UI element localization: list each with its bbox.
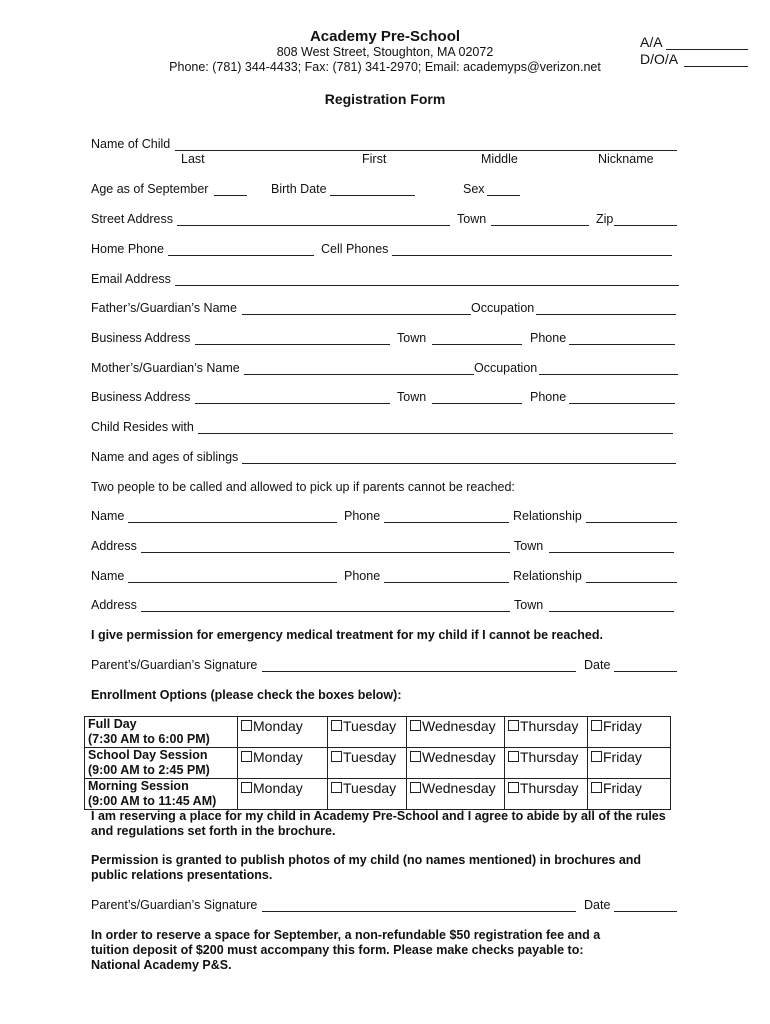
first-name-caption: First [362,152,387,166]
option-label [85,717,238,748]
checkbox-icon [331,782,342,793]
checkbox-morning-tuesday[interactable] [328,779,407,810]
day-label: Thursday [520,718,579,734]
pickup-intro: Two people to be called and allowed to pick up if parents cannot be reached: [91,480,515,494]
middle-name-caption: Middle [481,152,518,166]
school-address: 808 West Street, Stoughton, MA 02072 [276,45,494,59]
mother-occupation-field[interactable] [539,374,678,375]
pickup1-phone-field[interactable] [384,522,509,523]
birth-date-label: Birth Date [271,182,327,196]
pickup1-relationship-field[interactable] [586,522,677,523]
birth-date-field[interactable] [330,195,415,196]
enrollment-row-morning [85,779,671,810]
checkbox-icon [331,720,342,731]
child-name-label: Name of Child [91,137,171,151]
medical-permission: I give permission for emergency medical treatment for my child if I cannot be reached. [91,628,603,642]
checkbox-morning-monday[interactable] [238,779,328,810]
checkbox-full-day-thursday[interactable] [505,717,588,748]
email-field[interactable] [175,285,679,286]
mother-name-label: Mother’s/Guardian’s Name [91,361,240,375]
mother-town-label: Town [397,390,427,404]
pickup2-name-label: Name [91,569,125,583]
day-label: Thursday [520,749,579,765]
aa-label: A/A [640,34,663,50]
town-field[interactable] [491,225,589,226]
mother-occupation-label: Occupation [474,361,538,375]
signature1-label: Parent’s/Guardian’s Signature [91,658,258,672]
school-contact: Phone: (781) 344-4433; Fax: (781) 341-2970; Email: academyps@verizon.net [169,60,601,74]
pickup2-name-field[interactable] [128,582,337,583]
checkbox-morning-thursday[interactable] [505,779,588,810]
signature1-field[interactable] [262,671,576,672]
day-label: Wednesday [422,780,496,796]
checkbox-school-day-tuesday[interactable] [328,748,407,779]
day-label: Friday [603,749,642,765]
pickup2-address-label: Address [91,598,137,612]
child-name-field[interactable] [175,150,677,151]
day-label: Monday [253,718,303,734]
checkbox-icon [241,720,252,731]
pickup1-address-field[interactable] [141,552,510,553]
father-business-field[interactable] [195,344,390,345]
checkbox-icon [508,720,519,731]
mother-phone-field[interactable] [569,403,675,404]
day-label: Monday [253,749,303,765]
checkbox-morning-friday[interactable] [588,779,671,810]
photo-permission: Permission is granted to publish photos of my child (no names mentioned) in brochures and public relations presentations. [91,853,642,882]
cell-phones-label: Cell Phones [321,242,389,256]
enrollment-heading: Enrollment Options (please check the boxes below): [91,688,402,702]
pickup1-name-field[interactable] [128,522,337,523]
zip-field[interactable] [614,225,677,226]
option-name: School Day Session [88,748,208,762]
father-name-label: Father’s/Guardian’s Name [91,301,237,315]
pickup1-address-label: Address [91,539,137,553]
age-field[interactable] [214,195,247,196]
checkbox-icon [410,720,421,731]
checkbox-school-day-wednesday[interactable] [407,748,505,779]
enrollment-row-school-day [85,748,671,779]
pickup2-phone-field[interactable] [384,582,509,583]
pickup2-address-field[interactable] [141,611,510,612]
doa-label: D/O/A [640,51,679,67]
checkbox-full-day-monday[interactable] [238,717,328,748]
signature2-label: Parent’s/Guardian’s Signature [91,898,258,912]
option-label [85,779,238,810]
day-label: Wednesday [422,749,496,765]
fee-statement: In order to reserve a space for September, a non-refundable $50 registration fee and a tuition deposit of $200 must accompany this form. Please make checks payable to: National Academy P&S. [91,928,601,972]
street-address-field[interactable] [177,225,450,226]
sex-field[interactable] [487,195,520,196]
day-label: Tuesday [343,718,397,734]
pickup1-phone-label: Phone [344,509,381,523]
pickup1-relationship-label: Relationship [513,509,582,523]
checkbox-icon [591,751,602,762]
doa-field[interactable] [684,66,748,67]
nickname-caption: Nickname [598,152,654,166]
home-phone-field[interactable] [168,255,314,256]
day-label: Friday [603,718,642,734]
mother-name-field[interactable] [244,374,474,375]
day-label: Thursday [520,780,579,796]
town-label: Town [457,212,487,226]
sex-label: Sex [463,182,485,196]
day-label: Monday [253,780,303,796]
home-phone-label: Home Phone [91,242,164,256]
father-occupation-field[interactable] [536,314,676,315]
pickup1-name-label: Name [91,509,125,523]
date1-field[interactable] [614,671,677,672]
form-title: Registration Form [324,91,446,107]
cell-phones-field[interactable] [392,255,672,256]
siblings-field[interactable] [242,463,676,464]
day-label: Tuesday [343,780,397,796]
father-occupation-label: Occupation [471,301,535,315]
checkbox-icon [591,720,602,731]
mother-business-field[interactable] [195,403,390,404]
checkbox-icon [241,782,252,793]
checkbox-icon [331,751,342,762]
street-address-label: Street Address [91,212,173,226]
pickup2-relationship-field[interactable] [586,582,677,583]
reserve-statement: I am reserving a place for my child in Academy Pre-School and I agree to abide by all of the rules and regulations set forth in the brochure. [91,809,666,838]
date1-label: Date [584,658,611,672]
resides-field[interactable] [198,433,673,434]
checkbox-full-day-tuesday[interactable] [328,717,407,748]
age-label: Age as of September [91,182,209,196]
father-business-label: Business Address [91,331,191,345]
resides-label: Child Resides with [91,420,194,434]
checkbox-icon [508,782,519,793]
checkbox-school-day-friday[interactable] [588,748,671,779]
checkbox-full-day-wednesday[interactable] [407,717,505,748]
last-name-caption: Last [181,152,205,166]
checkbox-icon [241,751,252,762]
checkbox-icon [410,751,421,762]
school-name: Academy Pre-School [309,28,461,45]
pickup2-relationship-label: Relationship [513,569,582,583]
father-phone-label: Phone [530,331,567,345]
checkbox-icon [591,782,602,793]
mother-town-field[interactable] [432,403,522,404]
date2-field[interactable] [614,911,677,912]
pickup2-town-label: Town [514,598,544,612]
pickup2-town-field[interactable] [549,611,674,612]
checkbox-morning-wednesday[interactable] [407,779,505,810]
mother-phone-label: Phone [530,390,567,404]
date2-label: Date [584,898,611,912]
option-name: Morning Session [88,779,189,793]
enrollment-row-full-day [85,717,671,748]
checkbox-full-day-friday[interactable] [588,717,671,748]
enrollment-table [84,716,671,810]
father-name-field[interactable] [242,314,471,315]
option-hours: (9:00 AM to 2:45 PM) [88,763,210,777]
mother-business-label: Business Address [91,390,191,404]
option-hours: (7:30 AM to 6:00 PM) [88,732,210,746]
pickup2-phone-label: Phone [344,569,381,583]
checkbox-school-day-monday[interactable] [238,748,328,779]
day-label: Wednesday [422,718,496,734]
checkbox-icon [508,751,519,762]
signature2-field[interactable] [262,911,576,912]
zip-label: Zip [596,212,614,226]
aa-field[interactable] [666,49,748,50]
father-phone-field[interactable] [569,344,675,345]
option-name: Full Day [88,717,137,731]
checkbox-icon [410,782,421,793]
option-label [85,748,238,779]
checkbox-school-day-thursday[interactable] [505,748,588,779]
father-town-label: Town [397,331,427,345]
day-label: Tuesday [343,749,397,765]
option-hours: (9:00 AM to 11:45 AM) [88,794,217,808]
pickup1-town-label: Town [514,539,544,553]
day-label: Friday [603,780,642,796]
email-label: Email Address [91,272,171,286]
father-town-field[interactable] [432,344,522,345]
siblings-label: Name and ages of siblings [91,450,239,464]
pickup1-town-field[interactable] [549,552,674,553]
